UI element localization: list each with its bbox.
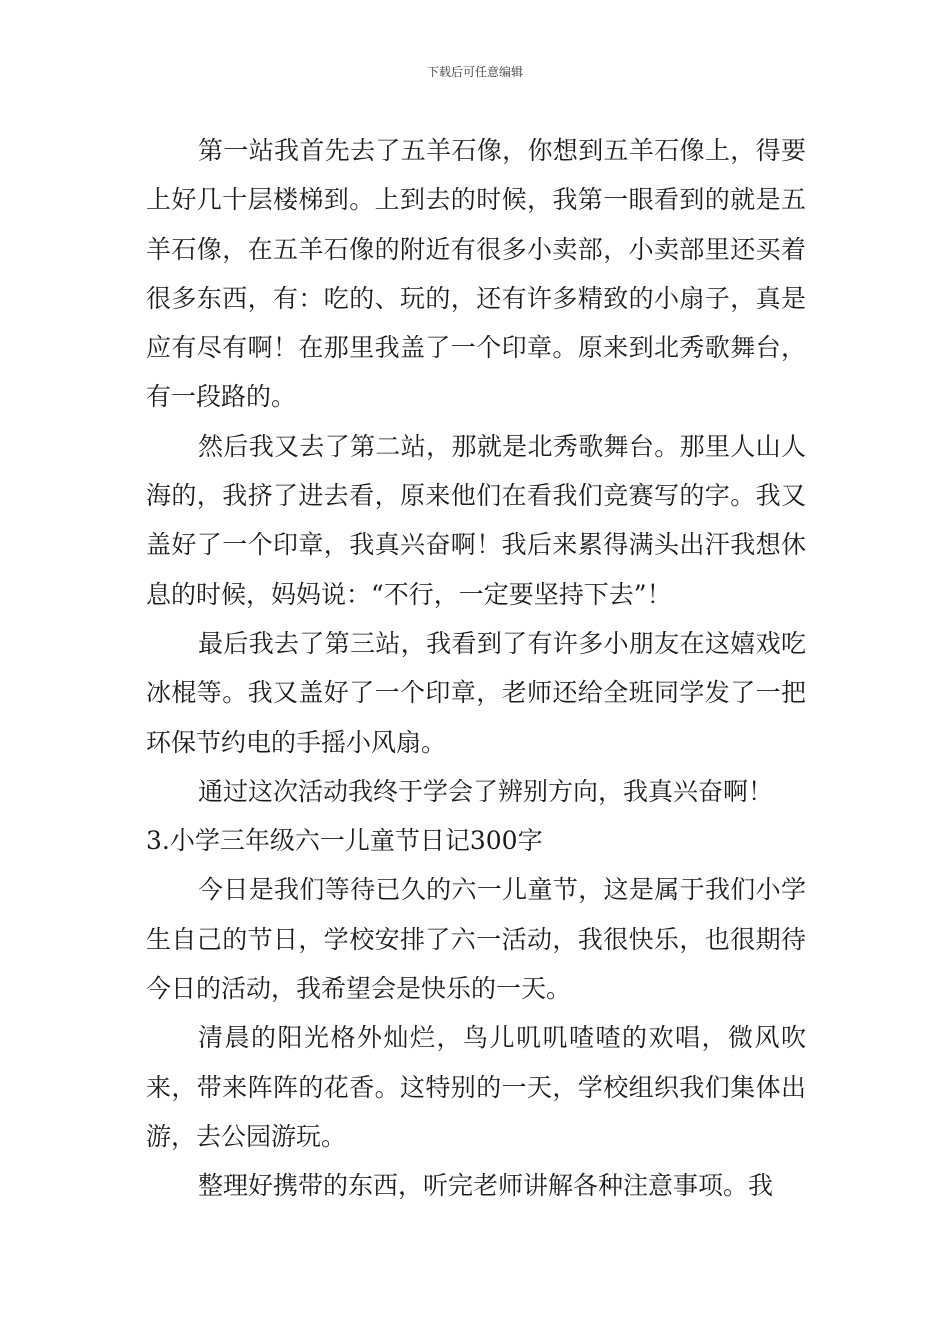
paragraph-childrens-day-intro: 今日是我们等待已久的六一儿童节，这是属于我们小学生自己的节日，学校安排了六一活动，我很快乐，也很期待今日的活动，我希望会是快乐的一天。 — [146, 875, 806, 1004]
paragraph-preparation: 整理好携带的东西，听完老师讲解各种注意事项。我 — [198, 1171, 774, 1201]
section-heading: 3.小学三年级六一儿童节日记300字 — [146, 826, 543, 856]
paragraph-first-stop: 第一站我首先去了五羊石像，你想到五羊石像上，得要上好几十层楼梯到。上到去的时候，我第一眼看到的就是五羊石像，在五羊石像的附近有很多小卖部，小卖部里还买着很多东西，有：吃的、玩的，还有许多精致的小扇子，真是应有尽有啊！在那里我盖了一个印章。原来到北秀歌舞台，有一段路的。 — [146, 136, 806, 412]
paragraph-second-stop: 然后我又去了第二站，那就是北秀歌舞台。那里人山人海的，我挤了进去看，原来他们在看我们竞赛写的字。我又盖好了一个印章，我真兴奋啊！我后来累得满头出汗我想休息的时候，妈妈说：“不行，一定要坚持下去”！ — [146, 431, 806, 609]
paragraph-third-stop: 最后我去了第三站，我看到了有许多小朋友在这嬉戏吃冰棍等。我又盖好了一个印章，老师还给全班同学发了一把环保节约电的手摇小风扇。 — [146, 628, 806, 757]
paragraph-conclusion: 通过这次活动我终于学会了辨别方向，我真兴奋啊！ — [198, 776, 774, 806]
document-body — [146, 126, 806, 1211]
paragraph-morning: 清晨的阳光格外灿烂，鸟儿叽叽喳喳的欢唱，微风吹来，带来阵阵的花香。这特别的一天，学校组织我们集体出游，去公园游玩。 — [146, 1023, 806, 1151]
page-header: 下载后可任意编辑 — [426, 65, 523, 79]
